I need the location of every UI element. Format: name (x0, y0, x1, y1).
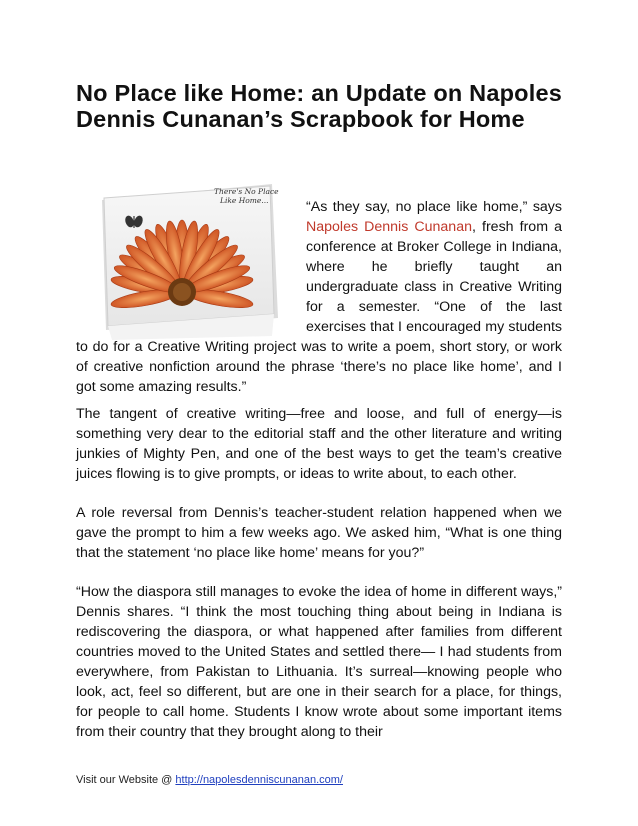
intro-paragraph (76, 197, 562, 397)
intro-text-start: “As they say, no place like home,” says (306, 199, 562, 215)
footer-label: Visit our Website @ (76, 774, 176, 786)
author-link[interactable]: Napoles Dennis Cunanan (306, 219, 472, 235)
paragraph-creative-writing: The tangent of creative writing—free and loose, and full of energy—is something very dear to the editorial staff and the other literature and writing junkies of Mighty Pen, and one of the best ways to get the team’s creative juices flowing is to give prompts, or ideas to write about, to each other. (76, 406, 562, 482)
card-text-line1: There's No Place (214, 187, 279, 196)
card-text-line2: Like Home... (220, 196, 269, 205)
article-title: No Place like Home: an Update on Napoles Dennis Cunanan’s Scrapbook for Home (76, 80, 562, 132)
paragraph-role-reversal: A role reversal from Dennis’s teacher-student relation happened when we gave the prompt to him a few weeks ago. We asked him, “What is one thing that the statement ‘no place like home’ means for you?” (76, 505, 562, 561)
intro-text-rest: , fresh from a conference at Broker College in Indiana, where he briefly taught an undergraduate class in Creative Writing for a semester. “One of the last exercises that I encouraged my students to do for a Creative Writing project was to write a poem, short story, or work of creative nonfiction around the phrase ‘there’s no place like home’, and I got some amazing results.” (76, 219, 562, 395)
paragraph-diaspora: “How the diaspora still manages to evoke the idea of home in different ways,” Dennis shares. “I think the most touching thing about being in Indiana is rediscovering the diaspora, or what happened after families from different countries moved to the United States and settled there— I had students from everywhere, from Pakistan to Lithuania. It’s surreal—knowing people who look, act, feel so different, but are one in their search for a place, for things, for people to call home. Students I know wrote about some important items from their country that they brought along to their (76, 584, 562, 740)
page-footer (76, 774, 343, 786)
website-link[interactable]: http://napolesdenniscunanan.com/ (175, 774, 343, 786)
